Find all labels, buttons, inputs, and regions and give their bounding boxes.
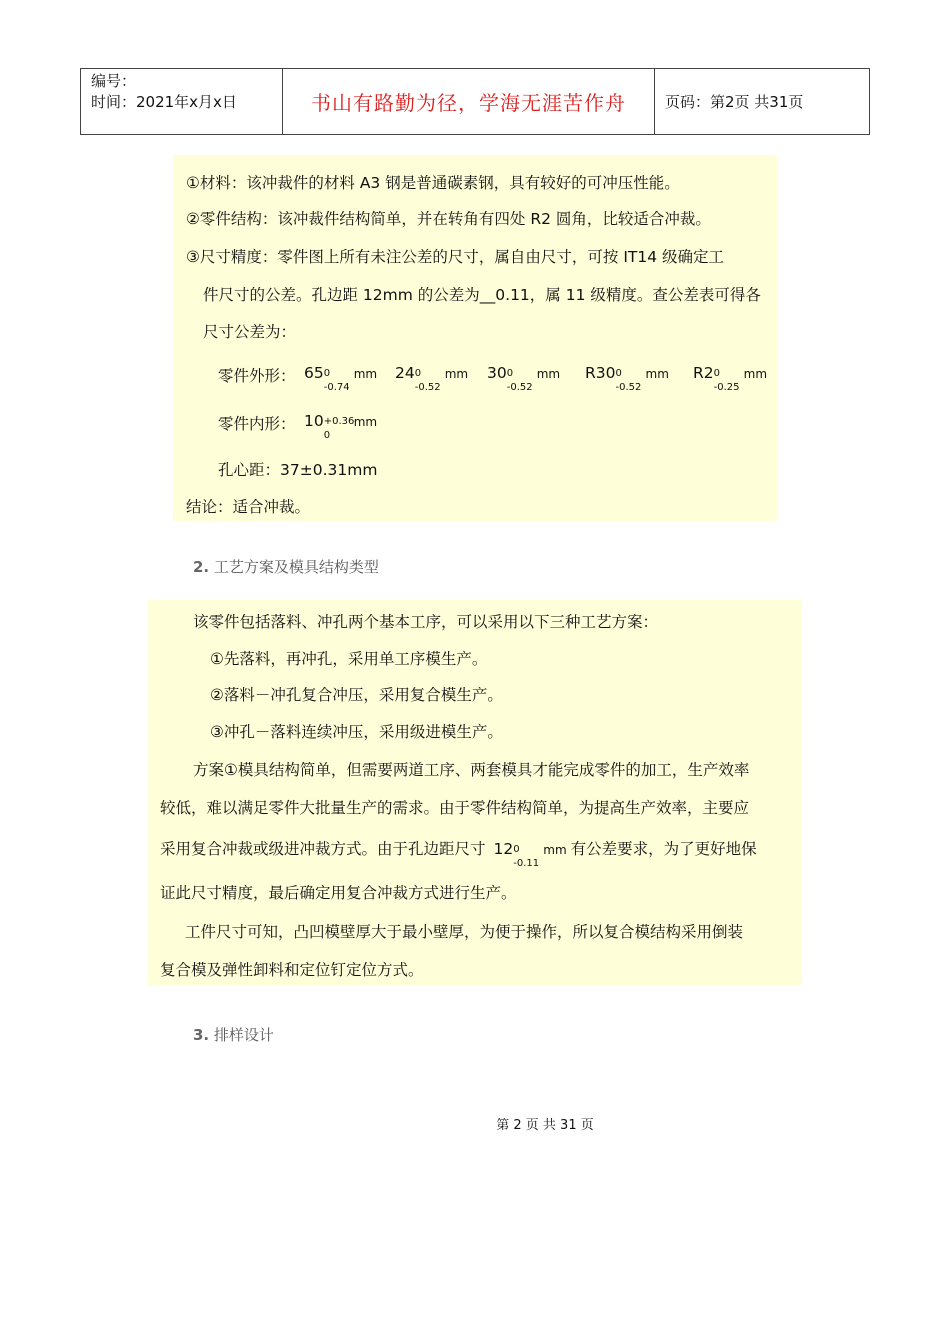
section-heading-2: 2. 工艺方案及模具结构类型 xyxy=(193,558,379,576)
hole-distance: 孔心距：37±0.31mm xyxy=(218,461,378,479)
outer-shape-label: 零件外形： xyxy=(218,367,296,385)
time-label: 时间：2021年x月x日 xyxy=(91,93,237,111)
option-3: ③冲孔－落料连续冲压，采用级进模生产。 xyxy=(210,723,503,741)
number-label: 编号： xyxy=(91,72,137,90)
material-line: ①材料：该冲裁件的材料 A3 钢是普通碳素钢，具有较好的可冲压性能。 xyxy=(186,174,680,192)
para1-line-3: 采用复合冲裁或级进冲裁方式。由于孔边距尺寸 12 0 -0.11 mm 有公差要求，为了更好地保 xyxy=(160,840,757,869)
outer-dim: 30 0 -0.52 mm xyxy=(487,364,561,393)
section-heading-3: 3. 排样设计 xyxy=(193,1026,274,1044)
option-2: ②落料－冲孔复合冲压，采用复合模生产。 xyxy=(210,686,503,704)
outer-dim: R2 0 -0.25 mm xyxy=(693,364,768,393)
outer-dim: 24 0 -0.52 mm xyxy=(395,364,469,393)
page-footer: 第 2 页 共 31 页 xyxy=(496,1118,594,1133)
header-table xyxy=(80,68,870,135)
option-1: ①先落料，再冲孔，采用单工序模生产。 xyxy=(210,650,488,668)
para2-line-1: 工件尺寸可知，凸凹模壁厚大于最小壁厚，为便于操作，所以复合模结构采用倒装 xyxy=(185,923,744,941)
header-meta-cell xyxy=(81,69,283,134)
precision-line-3: 尺寸公差为： xyxy=(203,323,297,341)
para1-line-2: 较低，难以满足零件大批量生产的需求。由于零件结构简单，为提高生产效率，主要应 xyxy=(160,799,750,817)
para1-line-1: 方案①模具结构简单，但需要两道工序、两套模具才能完成零件的加工，生产效率 xyxy=(193,761,750,779)
header-page-label: 页码：第2页 共31页 xyxy=(665,93,804,111)
para1-line-4: 证此尺寸精度，最后确定用复合冲裁方式进行生产。 xyxy=(160,884,517,902)
structure-line: ②零件结构：该冲裁件结构简单，并在转角有四处 R2 圆角，比较适合冲裁。 xyxy=(186,210,711,228)
motto: 书山有路勤为径，学海无涯苦作舟 xyxy=(283,69,655,134)
inner-dim: 10 +0.36 0 mm xyxy=(304,412,378,441)
conclusion: 结论：适合冲裁。 xyxy=(186,498,311,516)
precision-line-2: 件尺寸的公差。孔边距 12mm 的公差为__0.11，属 11 级精度。查公差表可得各 xyxy=(203,286,761,304)
inner-shape-label: 零件内形： xyxy=(218,415,296,433)
para2-line-2: 复合模及弹性卸料和定位钉定位方式。 xyxy=(160,961,424,979)
process-intro: 该零件包括落料、冲孔两个基本工序，可以采用以下三种工艺方案： xyxy=(193,613,659,631)
outer-dim: R30 0 -0.52 mm xyxy=(585,364,669,393)
precision-line-1: ③尺寸精度：零件图上所有未注公差的尺寸，属自由尺寸，可按 IT14 级确定工 xyxy=(186,248,725,266)
outer-dim: 65 0 -0.74 mm xyxy=(304,364,378,393)
